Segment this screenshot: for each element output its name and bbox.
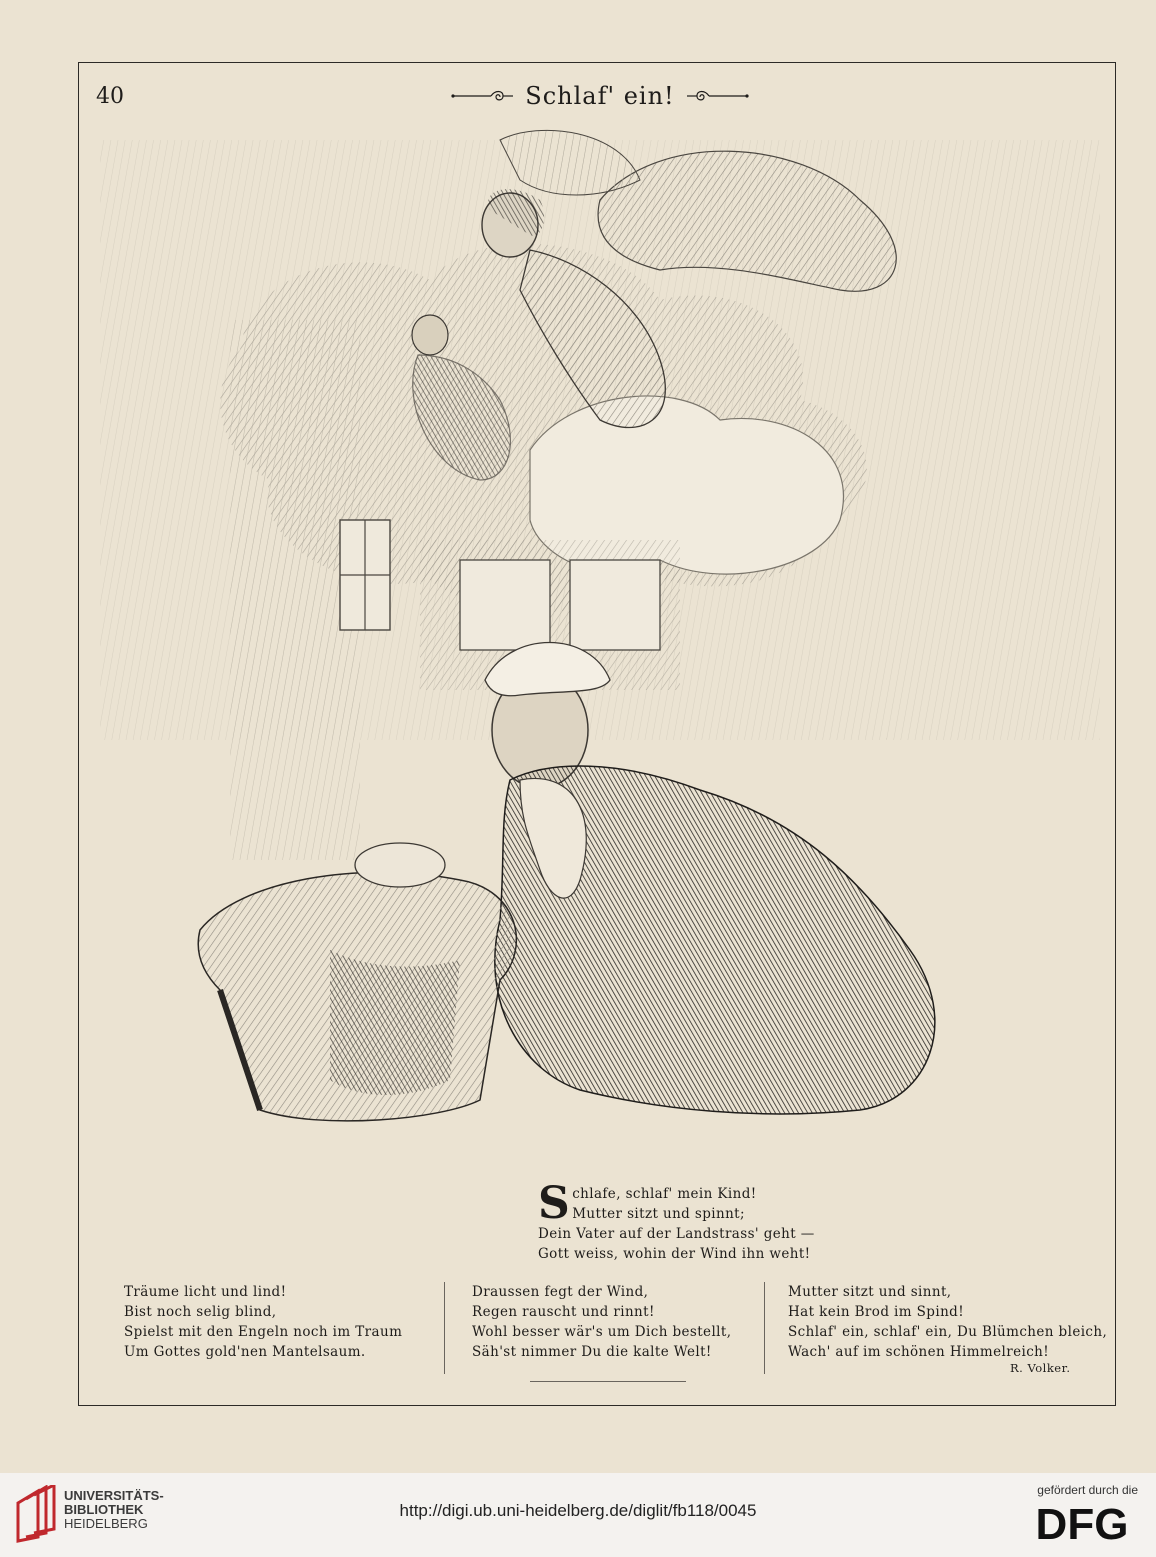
poem-line: Bist noch selig blind, (124, 1304, 277, 1320)
page-number: 40 (96, 84, 124, 109)
left-flourish-icon (451, 88, 515, 104)
library-name-line: UNIVERSITÄTS- (64, 1488, 164, 1503)
poem-column-2 (472, 1282, 731, 1362)
poem-line: Spielst mit den Engeln noch im Traum (124, 1324, 403, 1340)
poem-line: chlafe, schlaf' mein Kind! (572, 1186, 757, 1202)
right-flourish-icon (685, 88, 749, 104)
poem-line: Dein Vater auf der Landstrass' geht — (538, 1226, 815, 1242)
digitization-footer (0, 1473, 1156, 1557)
poem-line: Regen rauscht und rinnt! (472, 1304, 655, 1320)
column-divider (764, 1282, 765, 1374)
library-name-line: BIBLIOTHEK (64, 1502, 144, 1517)
page-title: Schlaf' ein! (525, 82, 675, 110)
poem-line: Mutter sitzt und sinnt, (788, 1284, 952, 1300)
dfg-logo-text: DFG (1035, 1501, 1129, 1545)
poem-column-1 (124, 1282, 402, 1362)
poem-line: Wohl besser wär's um Dich bestellt, (472, 1324, 732, 1340)
dfg-logo-icon (1026, 1501, 1138, 1545)
column-divider (444, 1282, 445, 1374)
poem-line: Träume licht und lind! (124, 1284, 287, 1300)
dropcap-letter: S (538, 1178, 571, 1229)
poem-line: Gott weiss, wohin der Wind ihn weht! (538, 1246, 811, 1262)
header-title (440, 80, 760, 112)
permalink-url[interactable]: http://digi.ub.uni-heidelberg.de/diglit/fb118/0045 (399, 1501, 757, 1520)
library-name-line: HEIDELBERG (64, 1516, 148, 1531)
end-rule (530, 1381, 686, 1382)
poem-line: Um Gottes gold'nen Mantelsaum. (124, 1344, 366, 1360)
poem-line: Hat kein Brod im Spind! (788, 1304, 965, 1320)
engraving-illustration (100, 120, 1100, 1210)
poem-line: Säh'st nimmer Du die kalte Welt! (472, 1344, 712, 1360)
poem-line: Schlaf' ein, schlaf' ein, Du Blümchen bleich, (788, 1324, 1108, 1340)
poem-line: Mutter sitzt und spinnt; (572, 1206, 745, 1222)
poem-author: R. Volker. (1010, 1361, 1071, 1375)
poem-line: Draussen fegt der Wind, (472, 1284, 649, 1300)
poem-column-3 (788, 1282, 1107, 1362)
intro-stanza (538, 1178, 858, 1264)
funded-by-label: gefördert durch die (1037, 1483, 1138, 1497)
poem-line: Wach' auf im schönen Himmelreich! (788, 1344, 1050, 1360)
